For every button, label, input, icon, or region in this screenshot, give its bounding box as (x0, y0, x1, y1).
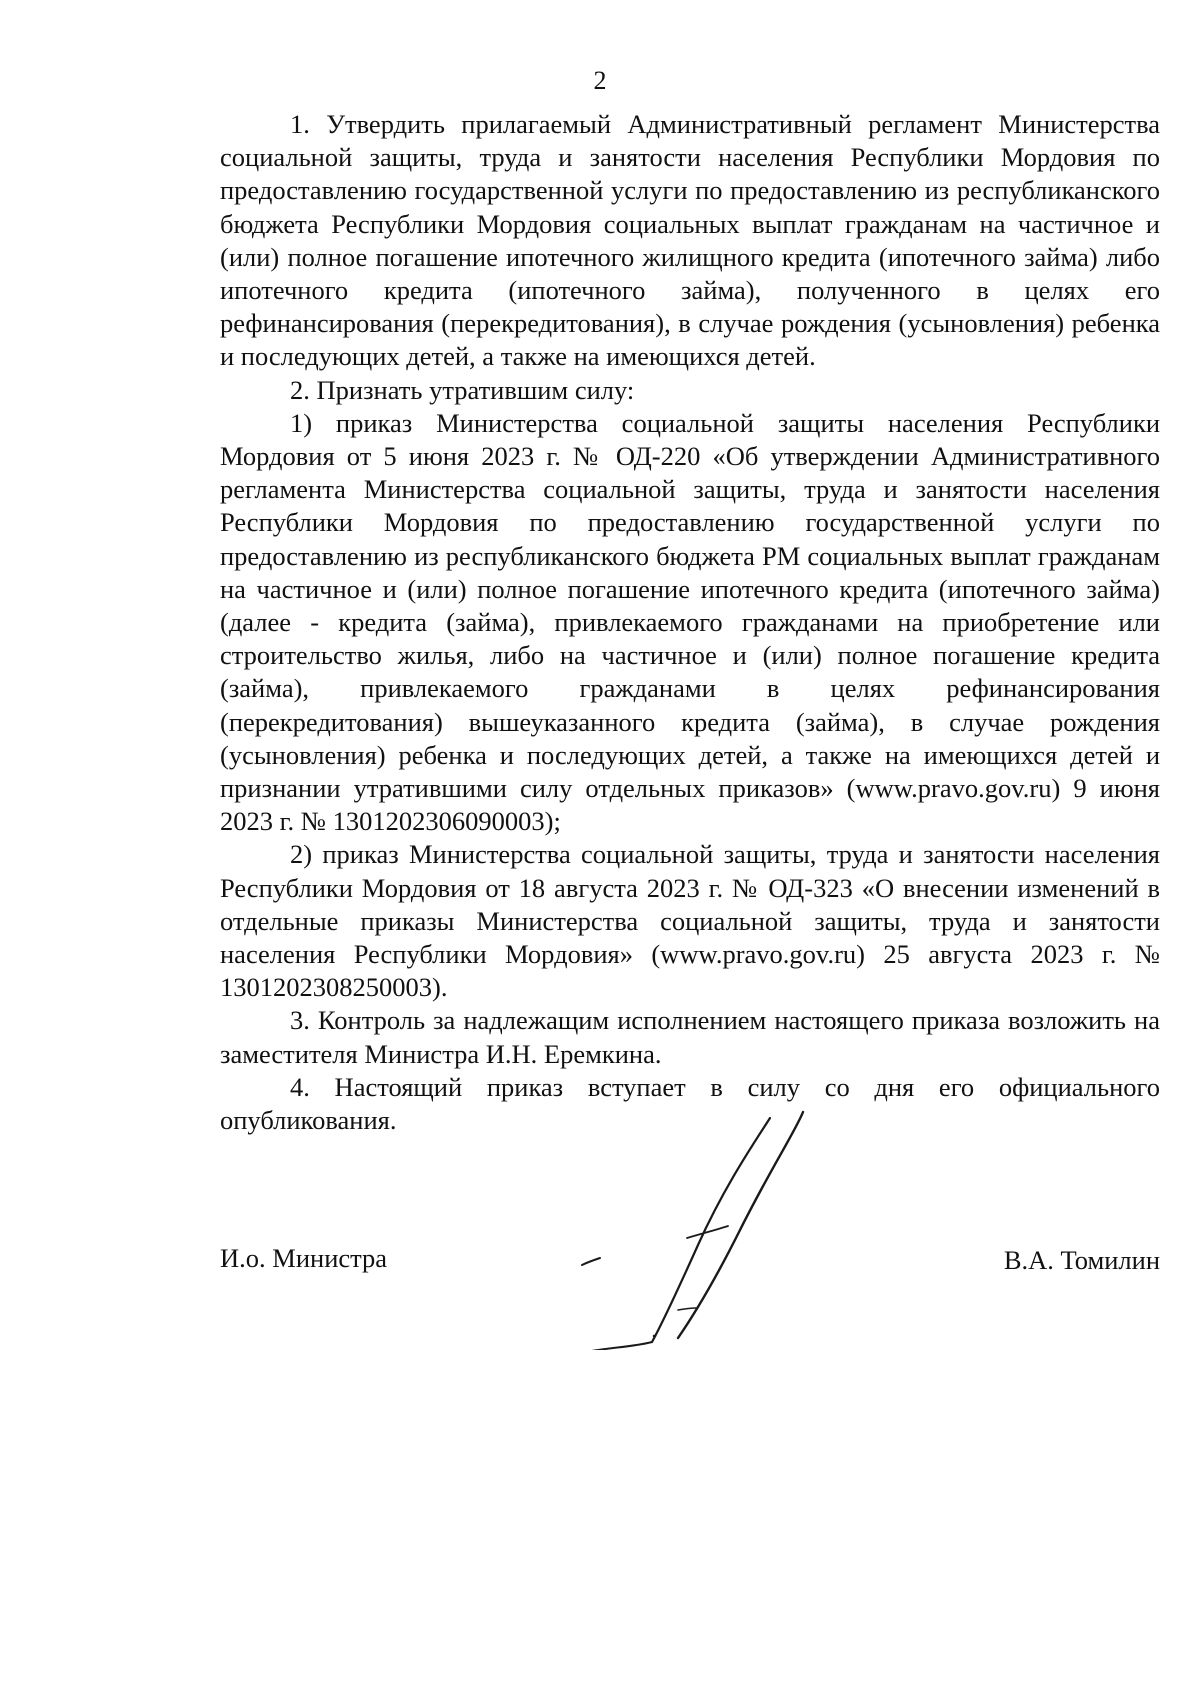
signatory-title: И.о. Министра (220, 1243, 388, 1273)
paragraph-approve-regulation: 1. Утвердить прилагаемый Административный регламент Министерства социальной защиты, труда и занятости населения Республики Мордовия по предоставлению государственной услуги по предоставлению из республиканского бюджета Республики Мордовия социальных выплат гражданам на частичное и (или) полное погашение ипотечного жилищного кредита (ипотечного займа) либо ипотечного кредита (ипотечного займа), полученного в целях его рефинансирования (перекредитования), в случае рождения (усыновления) ребенка и последующих детей, а также на имеющихся детей. (220, 109, 1160, 372)
paragraph-control: 3. Контроль за надлежащим исполнением настоящего приказа возложить на заместителя Министра И.Н. Еремкина. (220, 1005, 1160, 1069)
paragraph-repeal-item-2: 2) приказ Министерства социальной защиты, труда и занятости населения Республики Мордовия от 18 августа 2023 г. № ОД-323 «О внесении изменений в отдельные приказы Министерства социальной защиты, труда и занятости населения Республики Мордовия» (www.pravo.gov.ru) 25 августа 2023 г. № 1301202308250003). (220, 839, 1160, 1003)
order-body (220, 108, 1160, 1137)
handwritten-signature (560, 1110, 860, 1350)
paragraph-entry-into-force: 4. Настоящий приказ вступает в силу со дня его официального опубликования. (220, 1071, 1160, 1136)
paragraph-repeal-item-1: 1) приказ Министерства социальной защиты населения Республики Мордовия от 5 июня 2023 г. № ОД-220 «Об утверждении Административного регламента Министерства социальной защиты, труда и занятости населения Республики Мордовия по предоставлению государственной услуги по предоставлению из республиканского бюджета РМ социальных выплат гражданам на частичное и (или) полное погашение ипотечного кредита (ипотечного займа) (далее - кредита (займа), привлекаемого гражданами на приобретение или строительство жилья, либо на частичное и (или) полное погашение кредита (займа), привлекаемого гражданами в целях рефинансирования (перекредитования) вышеуказанного кредита (займа), в случае рождения (усыновления) ребенка и последующих детей, а также на имеющихся детей и признании утратившими силу отдельных приказов» (www.pravo.gov.ru) 9 июня 2023 г. № 1301202306090003); (220, 407, 1160, 837)
paragraph-repeal-heading: 2. Признать утратившим силу: (290, 374, 635, 405)
page-number: 2 (593, 66, 607, 95)
signatory-name: В.А. Томилин (1003, 1245, 1160, 1275)
